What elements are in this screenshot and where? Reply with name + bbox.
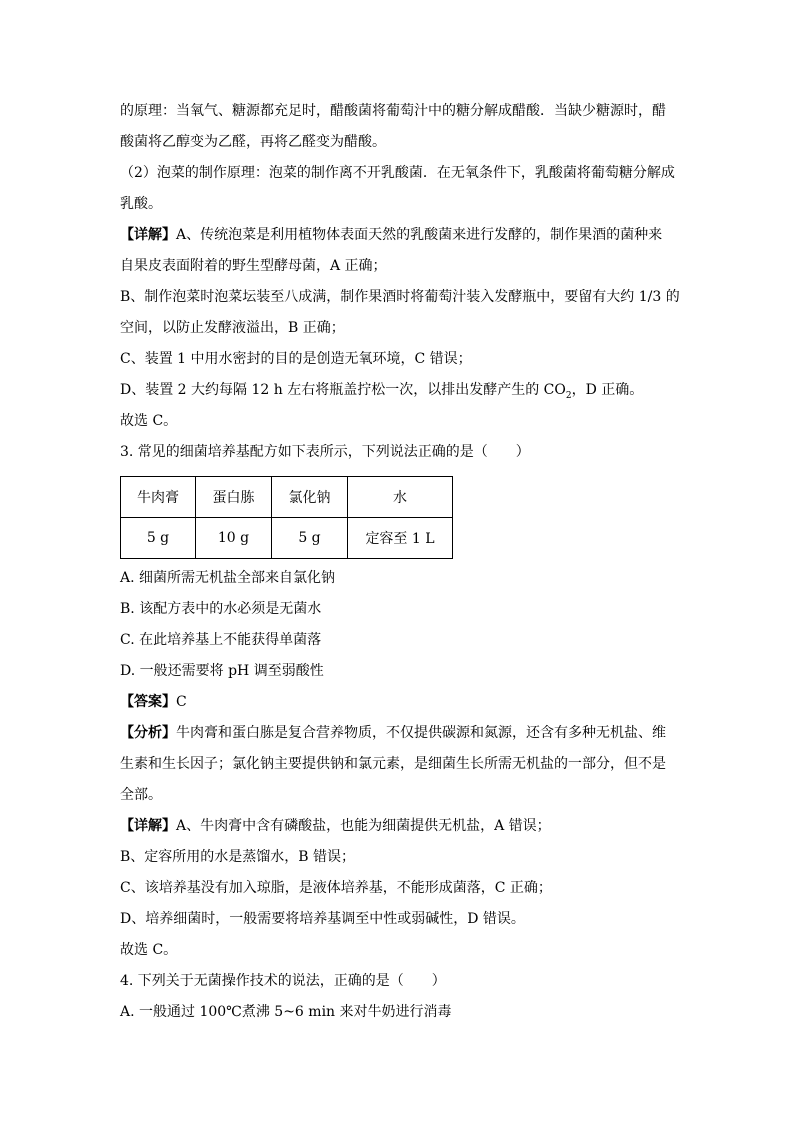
answer-tag: 【答案】 bbox=[120, 694, 176, 710]
text-line: D、装置 2 大约每隔 12 h 左右将瓶盖拧松一次，以排出发酵产生的 $CO_2$，D 正确。 bbox=[120, 382, 644, 401]
table-row bbox=[121, 477, 453, 518]
text-line: 酸菌将乙醇变为乙醛，再将乙醛变为醋酸。 bbox=[120, 134, 386, 150]
table-cell: 10 g bbox=[196, 518, 272, 559]
table-cell: 5 g bbox=[272, 518, 348, 559]
detail-tag: 【详解】 bbox=[120, 227, 176, 243]
question-stem: 3. 常见的细菌培养基配方如下表所示，下列说法正确的是（ ） bbox=[120, 444, 530, 460]
answer-value: C bbox=[176, 694, 187, 710]
table-header-cell: 蛋白胨 bbox=[196, 477, 272, 518]
document-page bbox=[120, 96, 680, 1028]
option-d: D. 一般还需要将 pH 调至弱酸性 bbox=[120, 663, 324, 679]
answer-line bbox=[120, 687, 680, 718]
option-a: A. 一般通过 100℃煮沸 5~6 min 来对牛奶进行消毒 bbox=[120, 1004, 452, 1020]
table-cell: 定容至 1 L bbox=[348, 518, 453, 559]
detail-line: 【详解】A、牛肉膏中含有磷酸盐，也能为细菌提供无机盐，A 错误； bbox=[120, 818, 551, 834]
table-row bbox=[121, 518, 453, 559]
option-b: B. 该配方表中的水必须是无菌水 bbox=[120, 601, 322, 617]
choice-line: 故选 C。 bbox=[120, 942, 178, 958]
table-cell: 5 g bbox=[121, 518, 196, 559]
text-line: B、定容所用的水是蒸馏水，B 错误； bbox=[120, 849, 356, 865]
table-header-cell: 牛肉膏 bbox=[121, 477, 196, 518]
question-stem: 4. 下列关于无菌操作技术的说法，正确的是（ ） bbox=[120, 973, 446, 989]
text-line: 乳酸。 bbox=[120, 196, 162, 212]
recipe-table bbox=[120, 476, 453, 559]
text-line: 生素和生长因子；氯化钠主要提供钠和氯元素，是细菌生长所需无机盐的一部分，但不是 bbox=[120, 756, 666, 772]
text-line: （2）泡菜的制作原理：泡菜的制作离不开乳酸菌．在无氧条件下，乳酸菌将葡萄糖分解成 bbox=[120, 165, 675, 181]
option-a: A. 细菌所需无机盐全部来自氯化钠 bbox=[120, 570, 336, 586]
text-line: 自果皮表面附着的野生型酵母菌，A 正确； bbox=[120, 258, 387, 274]
analysis-tag: 【分析】 bbox=[120, 725, 176, 741]
text-line: C、该培养基没有加入琼脂，是液体培养基，不能形成菌落，C 正确； bbox=[120, 880, 552, 896]
text-line: 全部。 bbox=[120, 787, 162, 803]
text-line: B、制作泡菜时泡菜坛装至八成满，制作果酒时将葡萄汁装入发酵瓶中，要留有大约 1/3 的 bbox=[120, 289, 680, 305]
table-header-cell: 水 bbox=[348, 477, 453, 518]
table-header-cell: 氯化钠 bbox=[272, 477, 348, 518]
detail-line: 【详解】A、传统泡菜是利用植物体表面天然的乳酸菌来进行发酵的，制作果酒的菌种来 bbox=[120, 227, 663, 243]
text-line: D、培养细菌时，一般需要将培养基调至中性或弱碱性，D 错误。 bbox=[120, 911, 525, 927]
text-line: C、装置 1 中用水密封的目的是创造无氧环境，C 错误； bbox=[120, 351, 472, 367]
text-line: 的原理：当氧气、糖源都充足时，醋酸菌将葡萄汁中的糖分解成醋酸．当缺少糖源时，醋 bbox=[120, 103, 666, 119]
analysis-line: 【分析】牛肉膏和蛋白胨是复合营养物质，不仅提供碳源和氮源，还含有多种无机盐、维 bbox=[120, 725, 666, 741]
detail-tag: 【详解】 bbox=[120, 818, 176, 834]
option-c: C. 在此培养基上不能获得单菌落 bbox=[120, 632, 322, 648]
choice-line: 故选 C。 bbox=[120, 413, 178, 429]
text-line: 空间，以防止发酵液溢出，B 正确； bbox=[120, 320, 345, 336]
